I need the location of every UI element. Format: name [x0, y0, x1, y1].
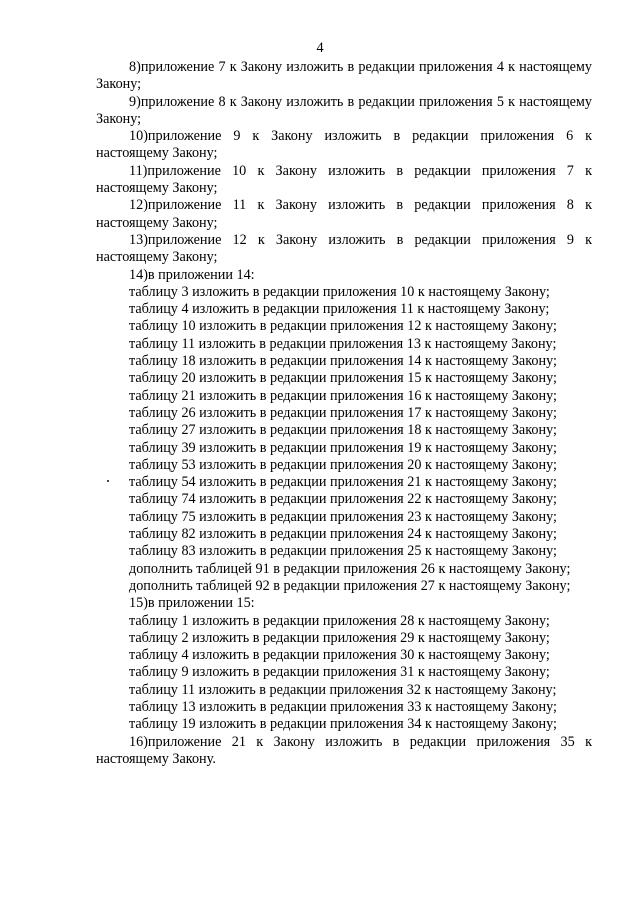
item-14-table-line: таблицу 21 изложить в редакции приложения 16 к настоящему Закону; — [129, 387, 557, 404]
item-15-table-line: таблицу 9 изложить в редакции приложения 31 к настоящему Закону; — [129, 664, 550, 681]
page-number: 4 — [316, 40, 324, 56]
item-15-table-line: таблицу 19 изложить в редакции приложения 34 к настоящему Закону; — [129, 716, 557, 733]
amendment-item-8: 8)приложение 7 к Закону изложить в редакции приложения 4 к настоящему Закону; — [96, 59, 592, 93]
item-14-table-line: таблицу 4 изложить в редакции приложения 11 к настоящему Закону; — [129, 301, 550, 318]
item-14-table-line: таблицу 53 изложить в редакции приложения 20 к настоящему Закону; — [129, 456, 557, 473]
item-14-add-table-91: дополнить таблицей 91 в редакции приложения 26 к настоящему Закону; — [129, 560, 571, 577]
item-14-table-line: таблицу 20 изложить в редакции приложения 15 к настоящему Закону; — [129, 370, 557, 387]
item-14-table-line: таблицу 26 изложить в редакции приложения 17 к настоящему Закону; — [129, 404, 557, 421]
item-14-table-line: таблицу 3 изложить в редакции приложения 10 к настоящему Закону; — [129, 283, 550, 300]
amendment-item-10: 10)приложение 9 к Закону изложить в редакции приложения 6 к настоящему Закону; — [96, 128, 592, 162]
item-15-table-line: таблицу 1 изложить в редакции приложения 28 к настоящему Закону; — [129, 612, 550, 629]
amendment-item-15-heading: 15)в приложении 15: — [129, 595, 255, 612]
item-15-table-line: таблицу 2 изложить в редакции приложения 29 к настоящему Закону; — [129, 629, 550, 646]
amendment-item-9: 9)приложение 8 к Закону изложить в редакции приложения 5 к настоящему Закону; — [96, 93, 592, 127]
item-15-table-line: таблицу 13 изложить в редакции приложения 33 к настоящему Закону; — [129, 698, 557, 715]
item-14-table-line: таблицу 54 изложить в редакции приложения 21 к настоящему Закону; — [129, 474, 557, 491]
amendment-item-12: 12)приложение 11 к Закону изложить в редакции приложения 8 к настоящему Закону; — [96, 197, 592, 231]
scan-speck — [107, 480, 109, 482]
item-14-table-line: таблицу 74 изложить в редакции приложения 22 к настоящему Закону; — [129, 491, 557, 508]
item-14-table-line: таблицу 11 изложить в редакции приложения 13 к настоящему Закону; — [129, 335, 557, 352]
item-14-table-line: таблицу 18 изложить в редакции приложения 14 к настоящему Закону; — [129, 353, 557, 370]
item-15-table-line: таблицу 11 изложить в редакции приложения 32 к настоящему Закону; — [129, 681, 557, 698]
item-14-table-line: таблицу 75 изложить в редакции приложения 23 к настоящему Закону; — [129, 508, 557, 525]
item-14-table-line: таблицу 39 изложить в редакции приложения 19 к настоящему Закону; — [129, 439, 557, 456]
item-15-table-line: таблицу 4 изложить в редакции приложения 30 к настоящему Закону; — [129, 647, 550, 664]
item-14-table-line: таблицу 83 изложить в редакции приложения 25 к настоящему Закону; — [129, 543, 557, 560]
item-14-add-table-92: дополнить таблицей 92 в редакции приложения 27 к настоящему Закону; — [129, 577, 571, 594]
amendment-item-14-heading: 14)в приложении 14: — [129, 266, 255, 283]
item-14-table-line: таблицу 27 изложить в редакции приложения 18 к настоящему Закону; — [129, 422, 557, 439]
item-14-table-line: таблицу 10 изложить в редакции приложения 12 к настоящему Закону; — [129, 318, 557, 335]
amendment-item-16: 16)приложение 21 к Закону изложить в редакции приложения 35 к настоящему Закону. — [96, 733, 592, 767]
document-body — [96, 59, 592, 768]
amendment-item-13: 13)приложение 12 к Закону изложить в редакции приложения 9 к настоящему Закону; — [96, 231, 592, 266]
item-14-table-line: таблицу 82 изложить в редакции приложения 24 к настоящему Закону; — [129, 526, 557, 543]
amendment-item-11: 11)приложение 10 к Закону изложить в редакции приложения 7 к настоящему Закону; — [96, 162, 592, 197]
